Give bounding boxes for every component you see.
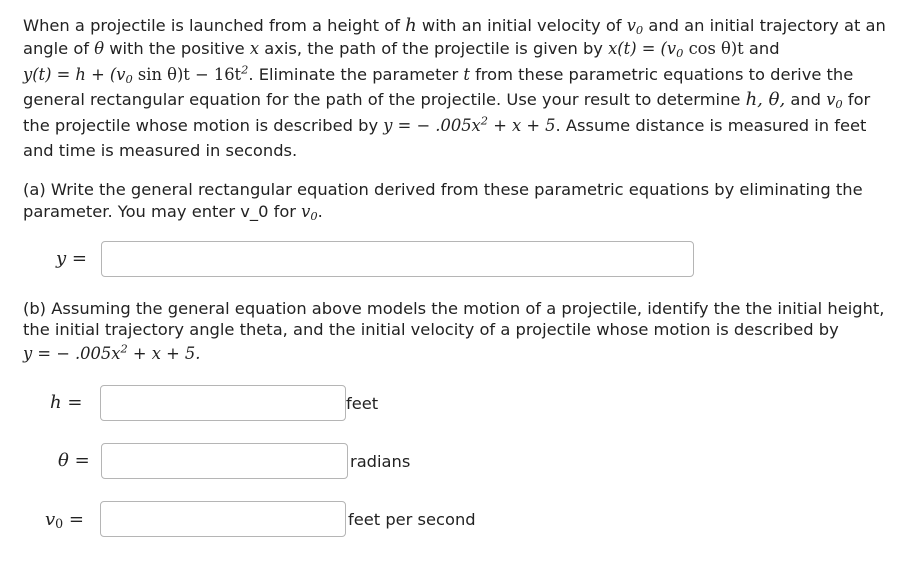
theta-equals-label: θ =	[58, 450, 90, 471]
v0-input[interactable]	[100, 501, 346, 537]
h-equals-label: h =	[50, 392, 83, 413]
y-equation-input[interactable]	[101, 241, 694, 277]
v0-equals-label: $v_0$ =	[45, 509, 84, 532]
h-unit-label: feet	[346, 394, 379, 413]
part-a-prompt-line-1: (a) Write the general rectangular equation derived from these parametric equations by eliminating the	[23, 180, 863, 199]
part-b-prompt-line-1: (b) Assuming the general equation above models the motion of a projectile, identify the the initial height,	[23, 299, 885, 318]
h-input[interactable]	[100, 385, 346, 421]
problem-line-4: general rectangular equation for the path of the projectile. Use your result to determine h, θ, and $v_0$ for	[23, 89, 871, 111]
part-b-given-equation: y = − $.005x^2 + x + 5$.	[23, 341, 201, 363]
part-a-prompt-line-2: parameter. You may enter v_0 for $v_0$.	[23, 202, 323, 223]
theta-input[interactable]	[101, 443, 348, 479]
y-equals-label: y =	[56, 248, 87, 269]
part-b-prompt-line-2: the initial trajectory angle theta, and the initial velocity of a projectile whose motion is described by	[23, 320, 839, 339]
v0-unit-label: feet per second	[348, 510, 476, 529]
problem-line-2: angle of θ with the positive x axis, the path of the projectile is given by $x(t) = (v_0$ cos θ)t and	[23, 39, 780, 60]
problem-line-3: $y(t) = h + (v_0$ $\sin \theta)t - 16t^2$. Eliminate the parameter t from these parametric equations to derive the	[23, 62, 854, 86]
theta-unit-label: radians	[350, 452, 411, 471]
problem-line-1: When a projectile is launched from a height of h with an initial velocity of $v_0$ and an initial trajectory at an	[23, 15, 886, 37]
problem-line-6: and time is measured in seconds.	[23, 141, 298, 160]
problem-line-5: the projectile whose motion is described by y = − $.005x^2 + x + 5$. Assume distance is measured in feet	[23, 113, 867, 135]
